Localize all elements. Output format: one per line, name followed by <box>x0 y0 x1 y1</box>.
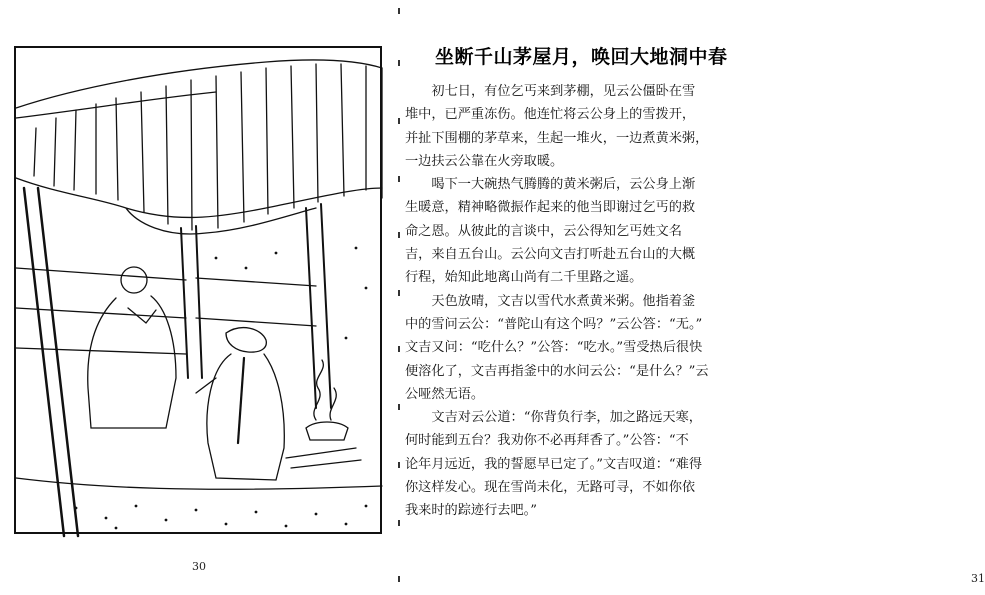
text-line: 何时能到五台？我劝你不必再拜香了。”公答：“不 <box>405 433 689 449</box>
paragraph <box>405 80 760 173</box>
text-line: 命之恩。从彼此的言谈中，云公得知乞丐姓文名 <box>405 223 682 239</box>
text-line: 论年月远近，我的誓愿早已定了。”文吉叹道：“难得 <box>405 456 703 472</box>
illustration <box>14 46 382 534</box>
right-page <box>405 0 985 595</box>
text-line: 中的雪问云公：“普陀山有这个吗？”云公答：“无。” <box>405 316 703 332</box>
body-text <box>405 80 760 523</box>
page-number-left: 30 <box>192 560 206 573</box>
chapter-title: 坐断千山茅屋月，唤回大地洞中春 <box>435 46 728 68</box>
text-line: 我来时的踪迹行去吧。” <box>405 503 538 519</box>
text-line: 便溶化了，文吉再指釜中的水问云公：“是什么？”云 <box>405 363 709 379</box>
text-line: 一边扶云公靠在火旁取暖。 <box>405 153 564 169</box>
text-line: 你这样发心。现在雪尚未化，无路可寻，不如你依 <box>405 480 696 496</box>
text-line: 文吉又问：“吃什么？”公答：“吃水。”雪受热后很快 <box>405 340 703 356</box>
text-line: 堆中，已严重冻伤。他连忙将云公身上的雪拨开， <box>405 107 696 123</box>
paragraph <box>405 406 760 522</box>
illustration-drawing <box>16 48 384 536</box>
left-page <box>0 0 395 595</box>
text-line: 吉，来自五台山。云公向文吉打听赴五台山的大概 <box>405 247 696 263</box>
page-number-right: 31 <box>971 572 985 585</box>
text-line: 初七日，有位乞丐来到茅棚，见云公僵卧在雪 <box>431 84 696 99</box>
text-line: 喝下一大碗热气腾腾的黄米粥后，云公身上渐 <box>431 177 696 193</box>
paragraph <box>405 290 760 406</box>
paragraph <box>405 173 760 289</box>
text-line: 生暖意，精神略微振作起来的他当即谢过乞丐的救 <box>405 200 696 216</box>
text-line: 文吉对云公道：“你背负行李，加之路远天寒， <box>431 410 702 426</box>
text-line: 公哑然无语。 <box>405 386 485 402</box>
text-line: 行程，始知此地离山尚有二千里路之遥。 <box>405 270 643 286</box>
text-line: 并扯下围棚的茅草来，生起一堆火，一边煮黄米粥， <box>405 130 709 146</box>
text-line: 天色放晴，文吉以雪代水煮黄米粥。他指着釜 <box>431 293 696 309</box>
